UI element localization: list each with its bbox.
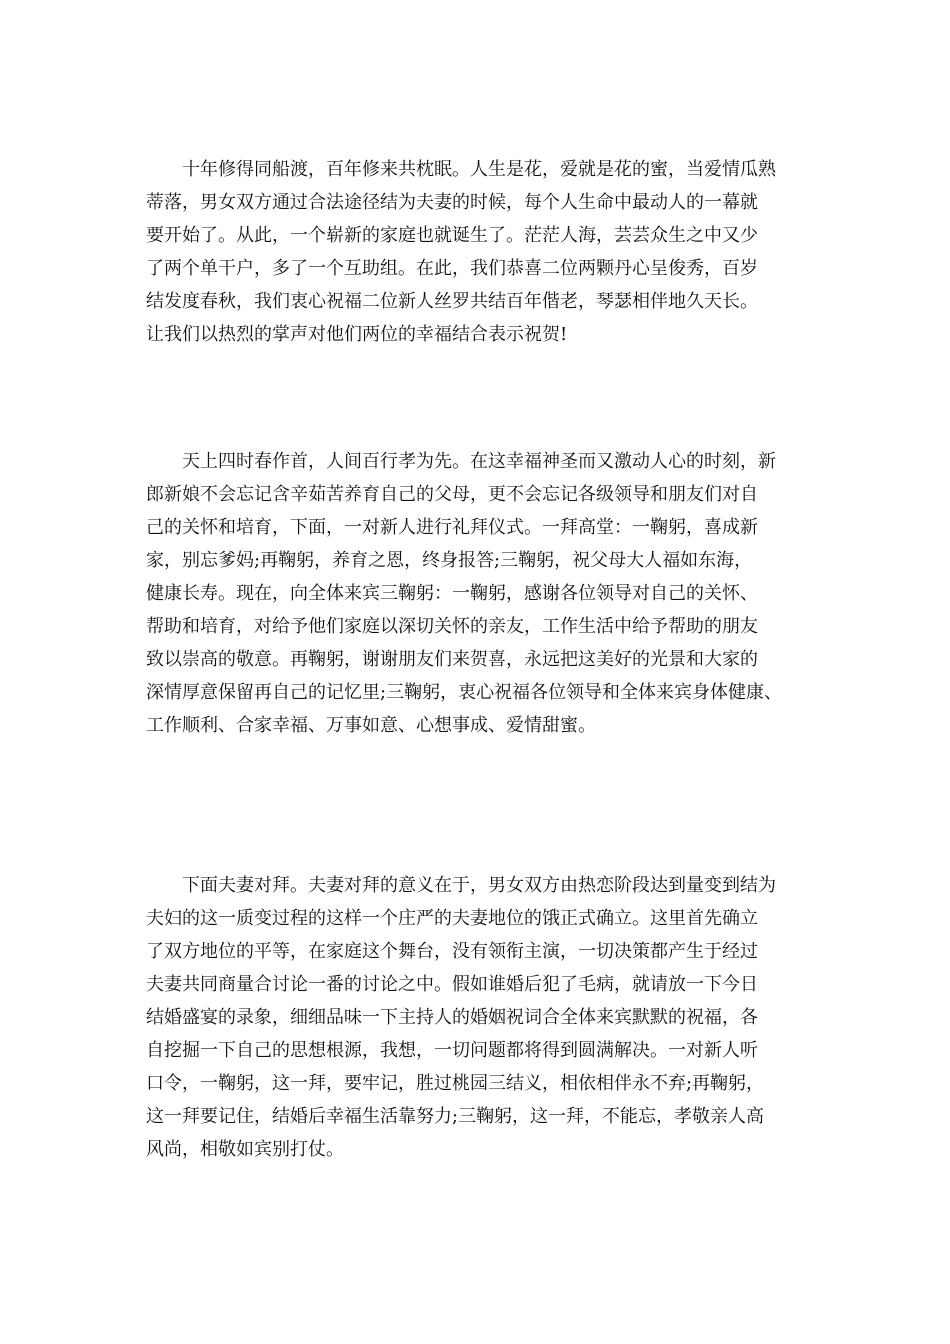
paragraph-line: 结发度春秋，我们衷心祝福二位新人丝罗共结百年偕老，琴瑟相伴地久天长。 xyxy=(146,291,758,312)
paragraph-line: 了双方地位的平等，在家庭这个舞台，没有领衔主演，一切决策都产生于经过 xyxy=(146,941,758,962)
paragraph-line: 口令，一鞠躬，这一拜，要牢记，胜过桃园三结义，相依相伴永不弃;再鞠躬， xyxy=(146,1073,765,1094)
paragraph-3 xyxy=(146,869,826,1166)
paragraph-line: 十年修得同船渡，百年修来共枕眠。人生是花，爱就是花的蜜，当爱情瓜熟 xyxy=(146,159,776,180)
paragraph-1 xyxy=(146,153,826,351)
paragraph-line: 致以崇高的敬意。再鞠躬，谢谢朋友们来贺喜，永远把这美好的光景和大家的 xyxy=(146,649,758,670)
paragraph-line: 这一拜要记住，结婚后幸福生活靠努力;三鞠躬，这一拜，不能忘，孝敬亲人高 xyxy=(146,1106,765,1127)
paragraph-line: 结婚盛宴的录象，细细品味一下主持人的婚姻祝词合全体来宾默默的祝福，各 xyxy=(146,1007,758,1028)
paragraph-line: 工作顺利、合家幸福、万事如意、心想事成、爱情甜蜜。 xyxy=(146,715,596,736)
paragraph-line: 健康长寿。现在，向全体来宾三鞠躬：一鞠躬，感谢各位领导对自己的关怀、 xyxy=(146,583,758,604)
paragraph-line: 蒂落，男女双方通过合法途径结为夫妻的时候，每个人生命中最动人的一幕就 xyxy=(146,192,758,213)
paragraph-2 xyxy=(146,445,826,742)
paragraph-line: 家，别忘爹妈;再鞠躬，养育之恩，终身报答;三鞠躬，祝父母大人福如东海， xyxy=(146,550,753,571)
paragraph-line: 深情厚意保留再自己的记忆里;三鞠躬，衷心祝福各位领导和全体来宾身体健康、 xyxy=(146,682,783,703)
paragraph-line: 夫妇的这一质变过程的这样一个庄严的夫妻地位的饿正式确立。这里首先确立 xyxy=(146,908,758,929)
paragraph-line: 要开始了。从此，一个崭新的家庭也就诞生了。茫茫人海，芸芸众生之中又少 xyxy=(146,225,758,246)
paragraph-line: 夫妻共同商量合讨论一番的讨论之中。假如谁婚后犯了毛病，就请放一下今日 xyxy=(146,974,758,995)
paragraph-line: 帮助和培育，对给予他们家庭以深切关怀的亲友，工作生活中给予帮助的朋友 xyxy=(146,616,758,637)
paragraph-line: 了两个单干户，多了一个互助组。在此，我们恭喜二位两颗丹心呈俊秀，百岁 xyxy=(146,258,758,279)
paragraph-line: 自挖掘一下自己的思想根源，我想，一切问题都将得到圆满解决。一对新人听 xyxy=(146,1040,758,1061)
paragraph-line: 风尚，相敬如宾别打仗。 xyxy=(146,1139,344,1160)
paragraph-line: 下面夫妻对拜。夫妻对拜的意义在于，男女双方由热恋阶段达到量变到结为 xyxy=(146,875,776,896)
paragraph-line: 己的关怀和培育，下面，一对新人进行礼拜仪式。一拜高堂：一鞠躬，喜成新 xyxy=(146,517,758,538)
paragraph-line: 让我们以热烈的掌声对他们两位的幸福结合表示祝贺! xyxy=(146,324,568,345)
paragraph-line: 天上四时春作首，人间百行孝为先。在这幸福神圣而又激动人心的时刻，新 xyxy=(146,451,776,472)
paragraph-line: 郎新娘不会忘记含辛茹苦养育自己的父母，更不会忘记各级领导和朋友们对自 xyxy=(146,484,758,505)
